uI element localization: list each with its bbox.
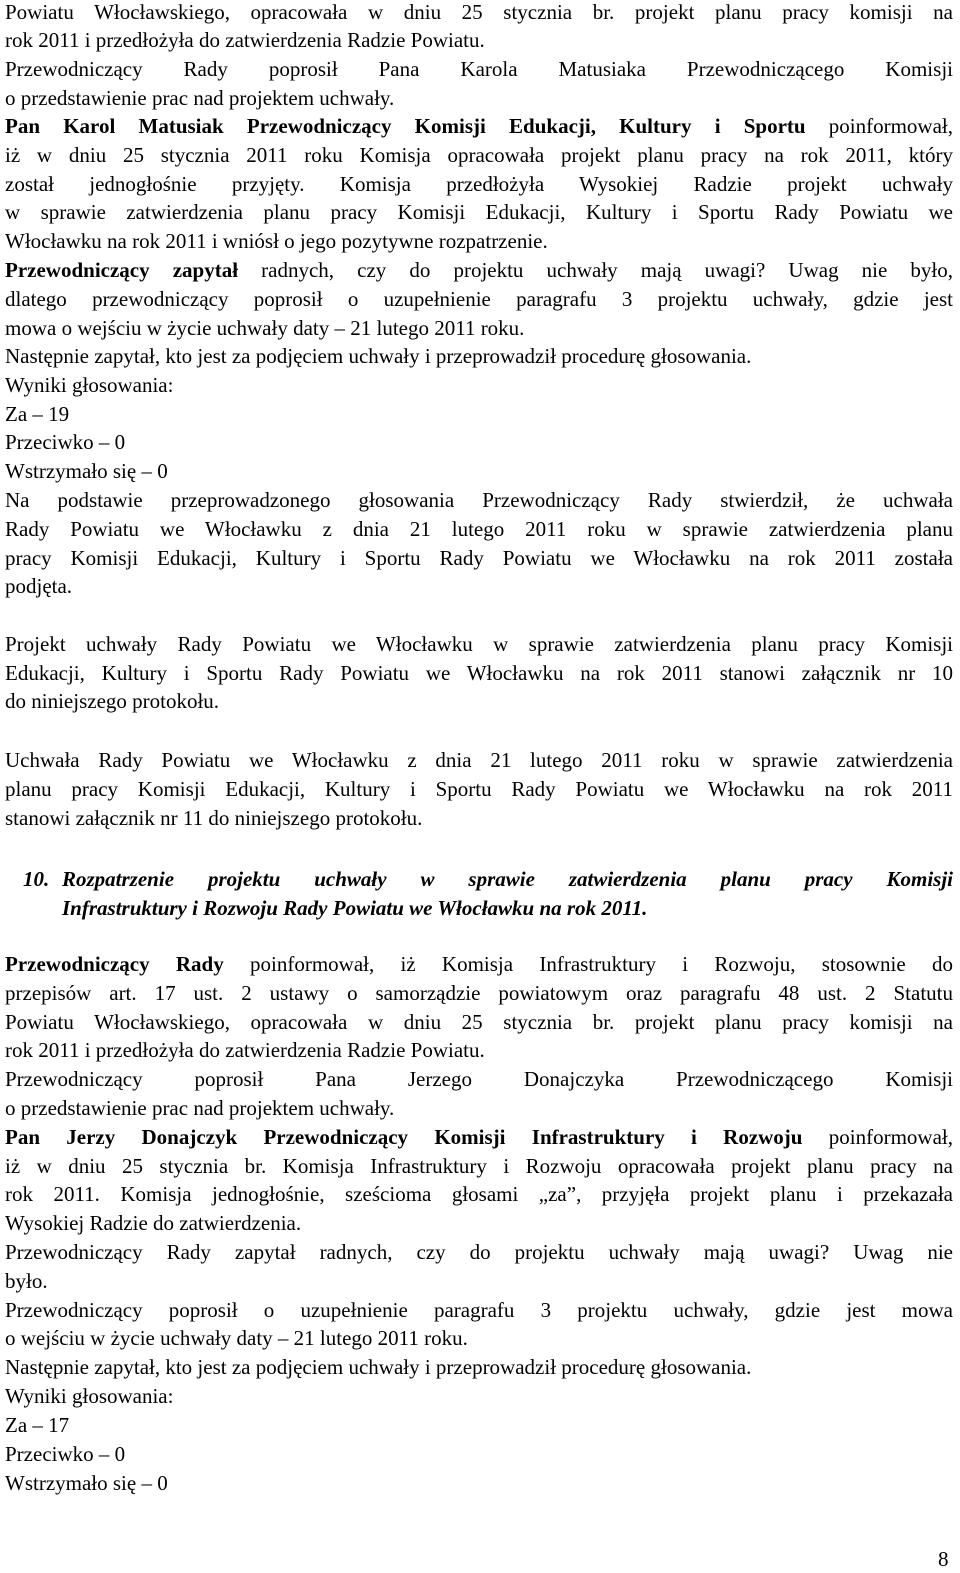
text-segment: podjęta.: [5, 574, 73, 598]
text-segment: Przeciwko – 0: [5, 1442, 126, 1466]
text-line: [5, 1180, 953, 1209]
text-segment: Powiatu Włocławskiego, opracowała w dniu 25 stycznia br. projekt planu pracy komisji na: [5, 0, 953, 24]
text-segment: poinformował, iż Komisja Infrastruktury i Rozwoju, stosownie do: [223, 952, 953, 976]
text-segment: było.: [5, 1269, 48, 1293]
text-segment: Włocławku na rok 2011 i wniósł o jego pozytywne rozpatrzenie.: [5, 229, 548, 253]
text-segment: Następnie zapytał, kto jest za podjęciem uchwały i przeprowadził procedurę głosowania.: [5, 1355, 752, 1379]
text-line: [5, 1238, 953, 1267]
text-line: [5, 0, 953, 27]
section-number: 10.: [23, 867, 50, 891]
section-heading-line: [5, 865, 953, 894]
text-segment: o przedstawienie prac nad projektem uchwały.: [5, 1096, 395, 1120]
bold-text-segment: Przewodniczący zapytał: [5, 258, 239, 282]
text-segment: iż w dniu 25 stycznia 2011 roku Komisja opracowała projekt planu pracy na rok 2011, który: [5, 143, 953, 167]
text-segment: o wejściu w życie uchwały daty – 21 lutego 2011 roku.: [5, 1326, 468, 1350]
text-line: [5, 1008, 953, 1037]
text-line: [5, 314, 953, 343]
text-segment: Wstrzymało się – 0: [5, 459, 168, 483]
text-line: [5, 428, 953, 457]
text-line: [5, 285, 953, 314]
text-line: [5, 1152, 953, 1181]
text-segment: do niniejszego protokołu.: [5, 689, 220, 713]
text-segment: Przewodniczący poprosił Pana Jerzego Donajczyka Przewodniczącego Komisji: [5, 1067, 953, 1091]
text-line: [5, 141, 953, 170]
text-line: [5, 342, 953, 371]
text-segment: Wstrzymało się – 0: [5, 1471, 168, 1495]
text-segment: Za – 19: [5, 402, 70, 426]
text-line: [5, 170, 953, 199]
text-line: [5, 687, 953, 716]
text-line: [5, 1353, 953, 1382]
text-line: [5, 746, 953, 775]
page-number: 8: [938, 1547, 949, 1571]
text-line: [5, 1209, 953, 1238]
text-line: [5, 55, 953, 84]
text-segment: mowa o wejściu w życie uchwały daty – 21 lutego 2011 roku.: [5, 316, 525, 340]
section-heading-line: [5, 894, 953, 923]
section-title: [62, 865, 953, 894]
bold-text-segment: Pan Karol Matusiak Przewodniczący Komisji Edukacji, Kultury i Sportu: [5, 114, 806, 138]
bold-text-segment: Pan Jerzy Donajczyk Przewodniczący Komisji Infrastruktury i Rozwoju: [5, 1125, 803, 1149]
text-line: [5, 26, 953, 55]
text-segment: Wyniki głosowania:: [5, 1384, 174, 1408]
text-segment: Przewodniczący Rady poprosił Pana Karola Matusiaka Przewodniczącego Komisji: [5, 57, 953, 81]
text-segment: rok 2011. Komisja jednogłośnie, sześcioma głosami „za”, przyjęła projekt planu i przekazała: [5, 1182, 953, 1206]
text-segment: w sprawie zatwierdzenia planu pracy Komisji Edukacji, Kultury i Sportu Rady Powiatu we: [5, 200, 953, 224]
text-line: [5, 950, 953, 979]
text-segment: Infrastruktury i Rozwoju Rady Powiatu we Włocławku na rok 2011.: [62, 896, 648, 920]
text-segment: został jednogłośnie przyjęty. Komisja przedłożyła Wysokiej Radzie projekt uchwały: [5, 172, 953, 196]
text-line: [5, 1411, 953, 1440]
text-segment: stanowi załącznik nr 11 do niniejszego protokołu.: [5, 806, 423, 830]
text-segment: o przedstawienie prac nad projektem uchwały.: [5, 86, 395, 110]
text-line: [5, 1094, 953, 1123]
text-line: [5, 1440, 953, 1469]
text-line: [5, 572, 953, 601]
text-line: [5, 486, 953, 515]
text-line: [5, 84, 953, 113]
text-line: [5, 979, 953, 1008]
text-segment: radnych, czy do projektu uchwały mają uwagi? Uwag nie było,: [238, 258, 953, 282]
text-segment: dlatego przewodniczący poprosił o uzupełnienie paragrafu 3 projektu uchwały, gdzie jest: [5, 287, 953, 311]
text-segment: rok 2011 i przedłożyła do zatwierdzenia Radzie Powiatu.: [5, 1038, 485, 1062]
text-line: [5, 1382, 953, 1411]
text-line: [5, 227, 953, 256]
text-line: [5, 630, 953, 659]
section-title: [62, 894, 953, 923]
text-segment: Wysokiej Radzie do zatwierdzenia.: [5, 1211, 302, 1235]
text-segment: planu pracy Komisji Edukacji, Kultury i Sportu Rady Powiatu we Włocławku na rok 2011: [5, 777, 953, 801]
text-line: [5, 400, 953, 429]
text-segment: Rady Powiatu we Włocławku z dnia 21 lutego 2011 roku w sprawie zatwierdzenia planu: [5, 517, 953, 541]
text-segment: Za – 17: [5, 1413, 70, 1437]
text-line: [5, 457, 953, 486]
text-line: [5, 198, 953, 227]
text-line: [5, 1065, 953, 1094]
text-line: [5, 659, 953, 688]
text-line: [5, 1296, 953, 1325]
text-line: [5, 775, 953, 804]
text-segment: Uchwała Rady Powiatu we Włocławku z dnia 21 lutego 2011 roku w sprawie zatwierdzenia: [5, 748, 953, 772]
text-line: [5, 1036, 953, 1065]
text-line: [5, 371, 953, 400]
text-segment: poinformował,: [805, 114, 953, 138]
text-segment: Rozpatrzenie projektu uchwały w sprawie zatwierdzenia planu pracy Komisji: [62, 867, 953, 891]
text-segment: Powiatu Włocławskiego, opracowała w dniu 25 stycznia br. projekt planu pracy komisji na: [5, 1010, 953, 1034]
text-line: [5, 1324, 953, 1353]
text-segment: Przeciwko – 0: [5, 430, 126, 454]
text-line: [5, 1123, 953, 1152]
text-line: [5, 544, 953, 573]
text-line: [5, 112, 953, 141]
text-line: [5, 1469, 953, 1498]
text-segment: pracy Komisji Edukacji, Kultury i Sportu Rady Powiatu we Włocławku na rok 2011 została: [5, 546, 953, 570]
text-segment: Przewodniczący poprosił o uzupełnienie paragrafu 3 projektu uchwały, gdzie jest mowa: [5, 1298, 953, 1322]
text-segment: iż w dniu 25 stycznia br. Komisja Infrastruktury i Rozwoju opracowała projekt planu pracy na: [5, 1154, 953, 1178]
text-segment: Projekt uchwały Rady Powiatu we Włocławku w sprawie zatwierdzenia planu pracy Komisji: [5, 632, 953, 656]
text-segment: Edukacji, Kultury i Sportu Rady Powiatu we Włocławku na rok 2011 stanowi załącznik nr 10: [5, 661, 953, 685]
text-segment: Przewodniczący Rady zapytał radnych, czy do projektu uchwały mają uwagi? Uwag nie: [5, 1240, 953, 1264]
text-segment: rok 2011 i przedłożyła do zatwierdzenia Radzie Powiatu.: [5, 28, 485, 52]
text-segment: poinformował,: [802, 1125, 953, 1149]
text-segment: Następnie zapytał, kto jest za podjęciem uchwały i przeprowadził procedurę głosowania.: [5, 344, 752, 368]
text-line: [5, 256, 953, 285]
text-line: [5, 804, 953, 833]
text-segment: Na podstawie przeprowadzonego głosowania Przewodniczący Rady stwierdził, że uchwała: [5, 488, 953, 512]
text-segment: przepisów art. 17 ust. 2 ustawy o samorządzie powiatowym oraz paragrafu 48 ust. 2 Statutu: [5, 981, 953, 1005]
bold-text-segment: Przewodniczący Rady: [5, 952, 224, 976]
text-line: [5, 515, 953, 544]
text-line: [5, 1267, 953, 1296]
text-segment: Wyniki głosowania:: [5, 373, 174, 397]
